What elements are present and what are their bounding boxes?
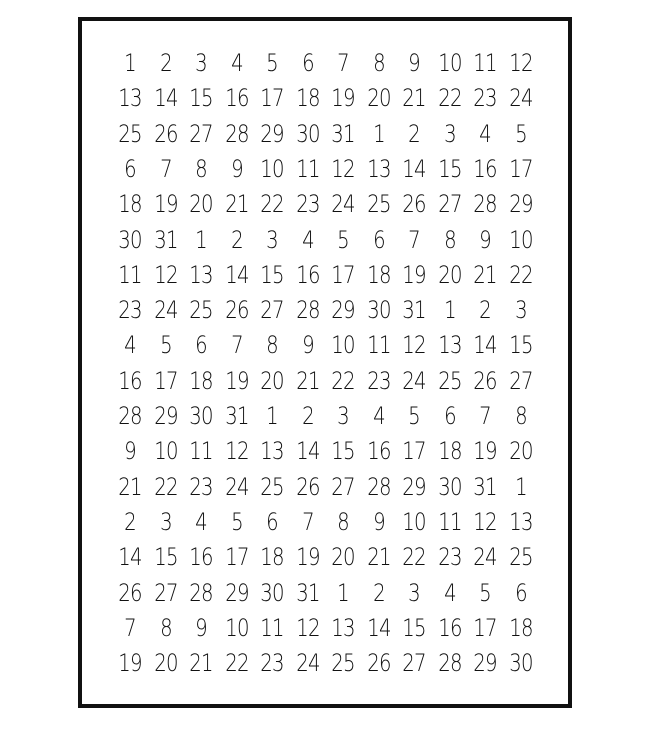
date-number: 15 [402,613,426,642]
date-number: 20 [508,437,533,466]
date-number: 25 [331,649,355,678]
date-number: 26 [224,296,249,325]
date-number: 22 [331,366,355,395]
date-number: 13 [366,154,391,183]
date-number: 23 [260,649,284,678]
date-number: 27 [402,649,426,678]
date-number: 20 [331,543,355,572]
date-number: 8 [159,613,172,642]
date-number: 16 [295,260,320,289]
date-number: 20 [437,260,462,289]
date-number: 29 [402,472,426,501]
date-number: 23 [189,472,213,501]
date-number: 17 [508,154,533,183]
date-number: 27 [508,366,533,395]
date-number: 5 [266,49,278,77]
date-number: 30 [260,578,284,607]
date-number: 7 [301,507,314,536]
date-number: 27 [260,296,284,325]
date-number: 14 [224,260,249,289]
date-number: 16 [118,366,142,395]
date-number: 1 [266,402,278,430]
date-number: 25 [437,366,462,395]
date-number: 15 [189,84,213,113]
date-number: 11 [118,260,142,289]
date-number: 13 [508,507,533,536]
date-number: 7 [230,331,243,360]
date-number: 9 [124,437,136,466]
date-number: 17 [153,366,178,395]
date-number: 13 [437,331,462,360]
date-number: 12 [402,331,426,360]
date-number: 30 [437,472,462,501]
date-number: 24 [402,366,426,395]
date-number: 22 [153,472,178,501]
date-number: 18 [260,543,284,572]
date-number: 21 [189,649,213,678]
number-grid [82,21,568,704]
date-number: 8 [337,507,349,536]
date-number: 4 [443,578,456,607]
date-number: 11 [260,613,284,642]
date-number: 16 [473,154,497,183]
date-number: 26 [295,472,320,501]
date-number: 24 [331,190,355,219]
date-number: 24 [224,472,249,501]
date-number: 30 [189,402,213,430]
date-number: 3 [443,119,456,148]
date-number: 5 [159,331,172,360]
date-number: 22 [508,260,533,289]
date-number: 10 [437,49,462,77]
date-number: 17 [473,613,497,642]
date-number: 11 [189,437,213,466]
date-number: 31 [224,402,249,430]
date-number: 21 [118,472,142,501]
date-number: 20 [189,190,213,219]
date-number: 1 [124,49,136,77]
date-number: 24 [508,84,533,113]
date-number: 13 [331,613,355,642]
date-number: 23 [118,296,142,325]
date-number: 2 [124,507,136,536]
date-number: 24 [295,649,320,678]
date-number: 9 [230,154,243,183]
date-number: 1 [372,119,385,148]
date-number: 14 [295,437,320,466]
date-number: 9 [408,49,420,77]
date-number: 21 [224,190,249,219]
date-number: 31 [402,296,426,325]
date-number: 10 [508,225,533,254]
date-number: 4 [479,119,491,148]
date-number: 20 [153,649,178,678]
date-number: 25 [508,543,533,572]
date-number: 15 [153,543,178,572]
date-number: 16 [437,613,462,642]
date-number: 6 [124,154,136,183]
date-number: 7 [159,154,172,183]
date-number: 13 [118,84,142,113]
date-number: 28 [473,190,497,219]
date-number: 29 [508,190,533,219]
date-number: 21 [366,543,391,572]
date-number: 11 [437,507,462,536]
date-number: 9 [195,613,207,642]
date-number: 24 [473,543,497,572]
date-number: 7 [124,613,136,642]
date-number: 6 [266,507,278,536]
date-number: 10 [260,154,284,183]
date-number: 29 [260,119,284,148]
date-number: 19 [295,543,320,572]
date-number: 29 [153,402,178,430]
date-number: 4 [124,331,136,360]
date-number: 25 [118,119,142,148]
date-number: 2 [408,119,420,148]
date-number: 30 [295,119,320,148]
date-number: 29 [331,296,355,325]
date-number: 17 [224,543,249,572]
date-number: 14 [118,543,142,572]
date-number: 4 [230,49,243,77]
date-number: 18 [366,260,391,289]
date-number: 22 [224,649,249,678]
date-number: 19 [153,190,178,219]
date-number: 4 [372,402,385,430]
date-number: 5 [479,578,491,607]
date-number: 23 [295,190,320,219]
date-number: 7 [408,225,420,254]
date-number: 19 [224,366,249,395]
date-number: 1 [443,296,456,325]
date-number: 13 [260,437,284,466]
date-number: 21 [473,260,497,289]
date-number: 3 [514,296,527,325]
date-number: 26 [118,578,142,607]
date-number: 5 [337,225,349,254]
date-number: 31 [295,578,320,607]
date-number: 2 [301,402,314,430]
date-number: 17 [260,84,284,113]
date-number: 3 [195,49,207,77]
date-number: 28 [224,119,249,148]
date-number: 31 [153,225,178,254]
date-number: 8 [372,49,385,77]
date-number: 19 [473,437,497,466]
date-number: 25 [260,472,284,501]
date-number: 27 [189,119,213,148]
date-number: 18 [189,366,213,395]
date-number: 25 [189,296,213,325]
date-number: 9 [479,225,491,254]
date-number: 9 [301,331,314,360]
date-number: 20 [260,366,284,395]
date-number: 3 [337,402,349,430]
date-number: 14 [402,154,426,183]
date-number: 12 [508,49,533,77]
date-number: 8 [266,331,278,360]
date-number: 8 [514,402,527,430]
date-number: 6 [443,402,456,430]
date-number: 16 [189,543,213,572]
date-number: 14 [366,613,391,642]
date-number: 18 [508,613,533,642]
date-number: 17 [331,260,355,289]
date-number: 21 [295,366,320,395]
date-number: 10 [224,613,249,642]
date-number: 25 [366,190,391,219]
date-number: 14 [473,331,497,360]
date-number: 10 [402,507,426,536]
date-number: 29 [473,649,497,678]
date-number: 6 [195,331,207,360]
date-number: 5 [514,119,527,148]
date-number: 16 [366,437,391,466]
sticker-sheet [78,17,572,708]
date-number: 19 [402,260,426,289]
date-number: 5 [408,402,420,430]
date-number: 28 [366,472,391,501]
date-number: 26 [366,649,391,678]
date-number: 31 [331,119,355,148]
date-number: 28 [189,578,213,607]
date-number: 7 [337,49,349,77]
date-number: 26 [473,366,497,395]
date-number: 14 [153,84,178,113]
date-number: 30 [366,296,391,325]
date-number: 22 [402,543,426,572]
date-number: 20 [366,84,391,113]
date-number: 3 [266,225,278,254]
date-number: 15 [508,331,533,360]
date-number: 30 [118,225,142,254]
date-number: 1 [514,472,527,501]
date-number: 8 [443,225,456,254]
date-number: 18 [118,190,142,219]
date-number: 28 [295,296,320,325]
date-number: 23 [473,84,497,113]
date-number: 1 [195,225,207,254]
date-number: 28 [118,402,142,430]
date-number: 27 [331,472,355,501]
date-number: 27 [153,578,178,607]
date-number: 24 [153,296,178,325]
date-number: 12 [295,613,320,642]
date-number: 29 [224,578,249,607]
date-number: 2 [479,296,491,325]
date-number: 11 [295,154,320,183]
date-number: 5 [230,507,243,536]
date-number: 4 [301,225,314,254]
date-number: 13 [189,260,213,289]
date-number: 26 [153,119,178,148]
date-number: 18 [437,437,462,466]
date-number: 17 [402,437,426,466]
date-number: 2 [159,49,172,77]
date-number: 7 [479,402,491,430]
date-number: 28 [437,649,462,678]
date-number: 9 [372,507,385,536]
date-number: 22 [437,84,462,113]
date-number: 19 [331,84,355,113]
date-number: 6 [301,49,314,77]
date-number: 18 [295,84,320,113]
date-number: 23 [366,366,391,395]
date-number: 22 [260,190,284,219]
date-number: 15 [260,260,284,289]
date-number: 11 [473,49,497,77]
date-number: 10 [153,437,178,466]
date-number: 15 [331,437,355,466]
date-number: 19 [118,649,142,678]
date-number: 10 [331,331,355,360]
date-number: 27 [437,190,462,219]
date-number: 2 [372,578,385,607]
date-number: 16 [224,84,249,113]
date-number: 11 [366,331,391,360]
date-number: 4 [195,507,207,536]
date-number: 3 [408,578,420,607]
date-number: 23 [437,543,462,572]
date-number: 26 [402,190,426,219]
date-number: 30 [508,649,533,678]
date-number: 2 [230,225,243,254]
date-number: 6 [514,578,527,607]
date-number: 8 [195,154,207,183]
date-number: 12 [153,260,178,289]
date-number: 31 [473,472,497,501]
date-number: 12 [331,154,355,183]
date-number: 15 [437,154,462,183]
date-number: 6 [372,225,385,254]
date-number: 12 [224,437,249,466]
date-number: 3 [159,507,172,536]
date-number: 12 [473,507,497,536]
date-number: 1 [337,578,349,607]
date-number: 21 [402,84,426,113]
